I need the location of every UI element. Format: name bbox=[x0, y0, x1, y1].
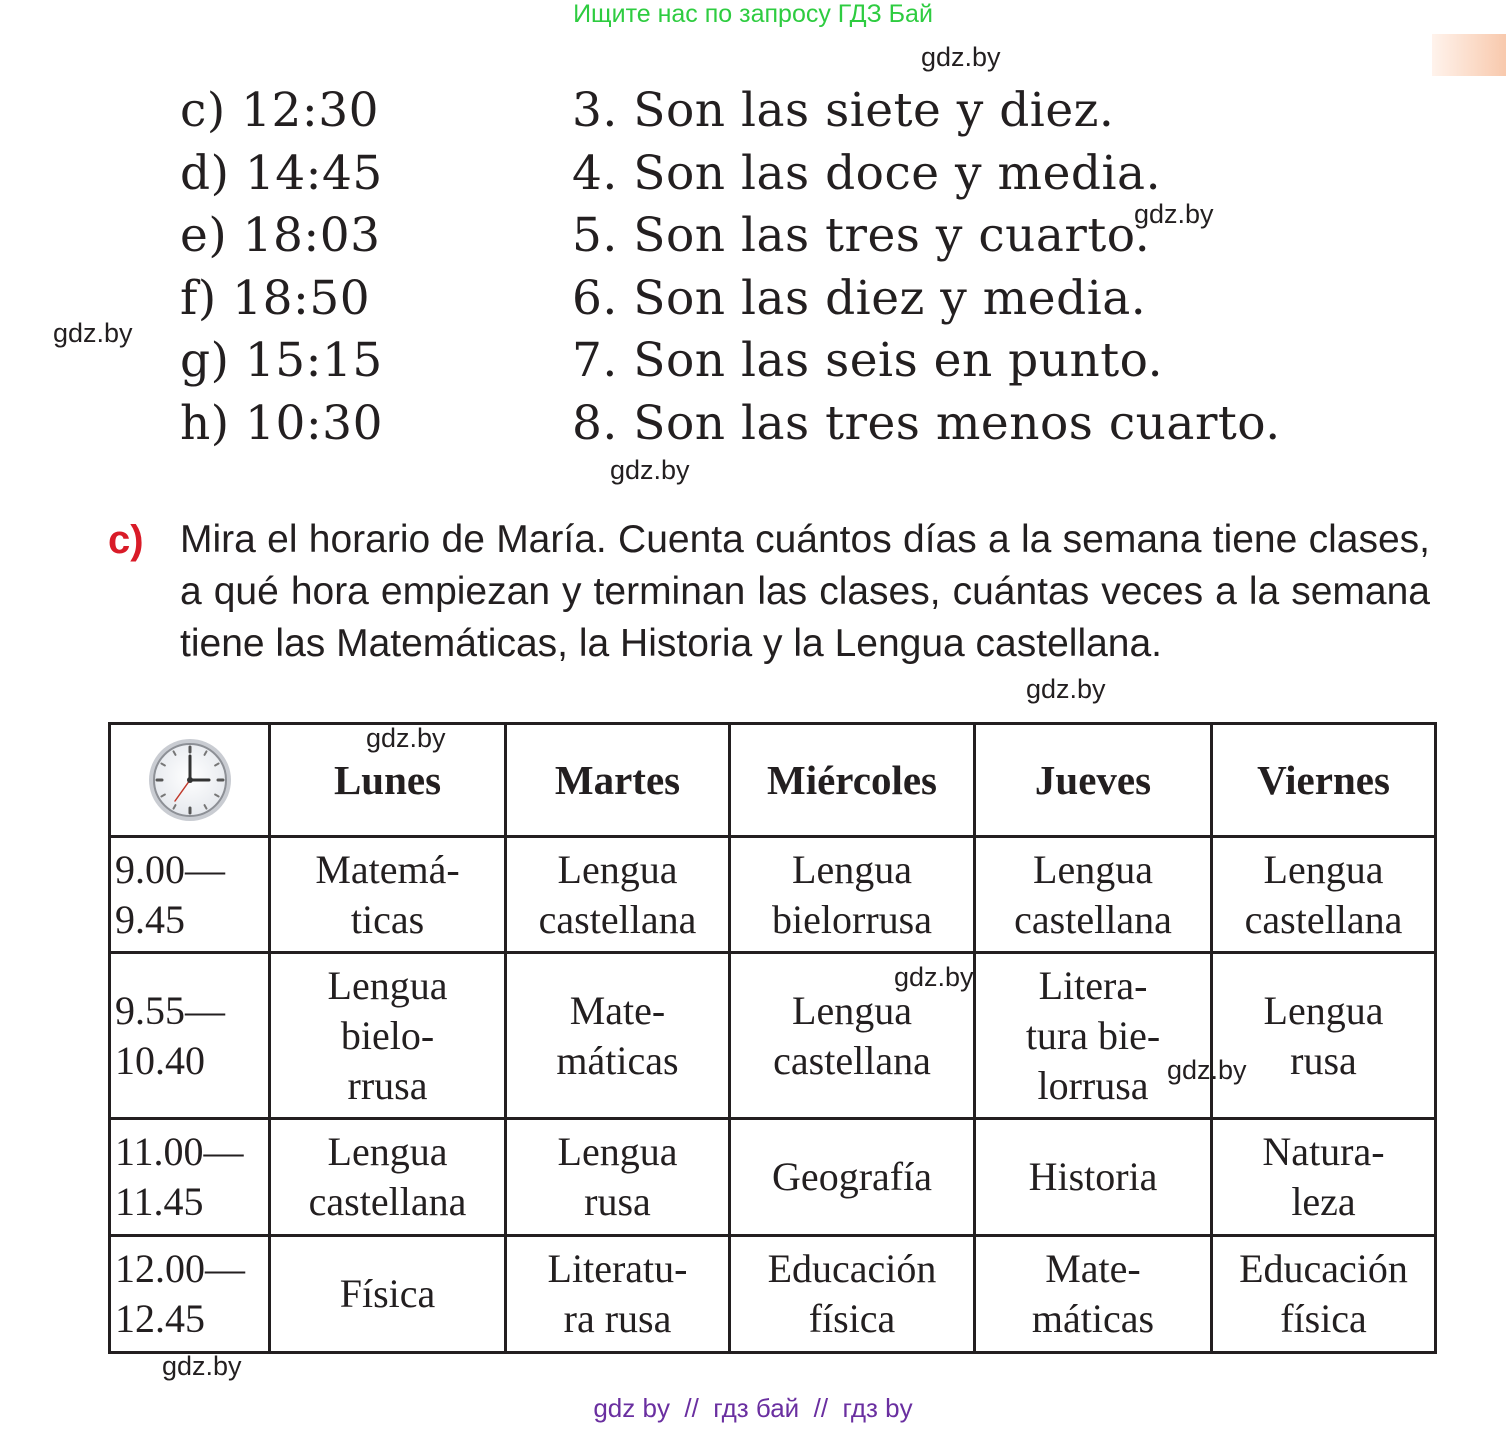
subject-cell bbox=[730, 1119, 975, 1236]
subject-line: castellana bbox=[538, 896, 697, 942]
subject-cell bbox=[506, 837, 730, 953]
subject-line: rusa bbox=[584, 1179, 651, 1224]
subject-cell bbox=[975, 953, 1212, 1119]
subject-line: castellana bbox=[308, 1179, 467, 1224]
time-slot-line: 11.45 bbox=[115, 1179, 204, 1224]
watermark: gdz.by bbox=[1134, 199, 1214, 229]
schedule-row bbox=[110, 1119, 1436, 1236]
subject-line: Lengua bbox=[1033, 846, 1153, 892]
watermark: gdz.by bbox=[894, 962, 974, 992]
watermark: gdz.by bbox=[53, 318, 133, 348]
time-item: e) 18:03 bbox=[180, 208, 381, 263]
subject-line: tura bie- bbox=[1025, 1012, 1161, 1058]
time-item: c) 12:30 bbox=[180, 83, 380, 138]
subject-line: Educación bbox=[1239, 1246, 1408, 1291]
sentence-item: 5. Son las tres y cuarto. bbox=[572, 208, 1151, 263]
day-header: Miércoles bbox=[730, 724, 975, 837]
subject-line: rusa bbox=[1290, 1037, 1357, 1083]
subject-line: leza bbox=[1291, 1179, 1356, 1224]
subject-line: castellana bbox=[773, 1037, 931, 1083]
day-header: Lunes bbox=[270, 724, 506, 837]
time-slot-line: 9.45 bbox=[115, 896, 185, 942]
times-list bbox=[180, 80, 383, 455]
subject-cell bbox=[506, 953, 730, 1119]
time-slot-line: 12.45 bbox=[115, 1296, 205, 1341]
task-letter: c) bbox=[108, 518, 144, 562]
watermark: gdz.by bbox=[610, 455, 690, 485]
subject-line: ticas bbox=[350, 896, 425, 942]
subject-line: Lengua bbox=[327, 962, 448, 1008]
subject-line: Litera- bbox=[1038, 962, 1148, 1008]
subject-cell bbox=[1212, 1119, 1436, 1236]
schedule-row bbox=[110, 1236, 1436, 1353]
schedule-table bbox=[108, 722, 1437, 1354]
sentence-item: 3. Son las siete y diez. bbox=[572, 83, 1115, 138]
corner-decoration bbox=[1432, 34, 1506, 76]
day-header: Jueves bbox=[975, 724, 1212, 837]
subject-line: Lengua bbox=[557, 1129, 678, 1174]
subject-cell bbox=[506, 1119, 730, 1236]
subject-line: Historia bbox=[1028, 1154, 1158, 1199]
subject-line: Literatu- bbox=[547, 1246, 688, 1291]
subject-line: Matemá- bbox=[315, 846, 460, 892]
subject-cell bbox=[730, 837, 975, 953]
subject-cell bbox=[1212, 837, 1436, 953]
time-slot-line: 10.40 bbox=[115, 1037, 205, 1083]
subject-cell bbox=[506, 1236, 730, 1353]
subject-line: Natura- bbox=[1262, 1129, 1385, 1174]
subject-cell bbox=[270, 953, 506, 1119]
subject-cell bbox=[270, 1236, 506, 1353]
watermark: gdz.by bbox=[1026, 674, 1106, 704]
day-header: Martes bbox=[506, 724, 730, 837]
time-slot-line: 11.00— bbox=[115, 1129, 244, 1174]
schedule-row bbox=[110, 953, 1436, 1119]
schedule-header-row bbox=[110, 724, 1436, 837]
subject-line: Lengua bbox=[327, 1129, 448, 1174]
footer-links[interactable]: gdz by // гдз бай // гдз by bbox=[593, 1393, 913, 1423]
clock-icon bbox=[147, 737, 233, 823]
subject-cell bbox=[730, 1236, 975, 1353]
time-slot-cell bbox=[110, 1119, 270, 1236]
time-item: d) 14:45 bbox=[180, 145, 383, 201]
time-slot-line: 9.55— bbox=[115, 987, 225, 1033]
sentence-item: 4. Son las doce y media. bbox=[572, 145, 1162, 201]
subject-cell bbox=[270, 837, 506, 953]
subject-cell bbox=[975, 1119, 1212, 1236]
time-slot-cell bbox=[110, 1236, 270, 1353]
sentence-item: 8. Son las tres menos cuarto. bbox=[572, 395, 1281, 451]
task-instructions: Mira el horario de María. Cuenta cuántos días a la semana tiene clases, a qué hora empiezan y terminan las clases, cuántas veces a la semana tiene las Matemáticas, la Historia y la Lengua castellana. bbox=[180, 518, 1430, 665]
top-banner[interactable]: Ищите нас по запросу ГДЗ Бай bbox=[573, 0, 933, 28]
sentence-item: 7. Son las seis en punto. bbox=[572, 333, 1164, 388]
subject-line: castellana bbox=[1244, 896, 1403, 942]
schedule-row bbox=[110, 837, 1436, 953]
subject-cell bbox=[1212, 1236, 1436, 1353]
time-slot-line: 12.00— bbox=[115, 1246, 245, 1291]
subject-line: máticas bbox=[1031, 1296, 1155, 1341]
sentences-list bbox=[572, 80, 1281, 455]
subject-line: Lengua bbox=[1263, 846, 1384, 892]
subject-line: ra rusa bbox=[563, 1296, 672, 1341]
subject-cell bbox=[270, 1119, 506, 1236]
sentence-item: 6. Son las diez y media. bbox=[572, 270, 1147, 326]
subject-line: lorrusa bbox=[1037, 1062, 1149, 1108]
subject-line: Mate- bbox=[569, 987, 666, 1033]
time-item: f) 18:50 bbox=[180, 270, 371, 326]
subject-line: castellana bbox=[1014, 896, 1172, 942]
subject-line: Geografía bbox=[772, 1154, 932, 1199]
watermark: gdz.by bbox=[1167, 1055, 1247, 1085]
watermark: gdz.by bbox=[162, 1351, 242, 1381]
watermark: gdz.by bbox=[921, 42, 1001, 72]
subject-line: Lengua bbox=[557, 846, 678, 892]
watermark: gdz.by bbox=[366, 723, 446, 753]
subject-line: Lengua bbox=[792, 987, 912, 1033]
subject-line: Mate- bbox=[1045, 1246, 1141, 1291]
subject-line: bielo- bbox=[340, 1012, 435, 1058]
subject-line: Lengua bbox=[792, 846, 912, 892]
time-slot-cell bbox=[110, 837, 270, 953]
clock-header-cell bbox=[110, 724, 270, 837]
subject-line: física bbox=[1280, 1296, 1367, 1341]
subject-line: máticas bbox=[556, 1037, 679, 1083]
subject-line: Educación bbox=[767, 1246, 937, 1291]
day-header: Viernes bbox=[1212, 724, 1436, 837]
subject-line: bielorrusa bbox=[772, 896, 932, 942]
subject-cell bbox=[1212, 953, 1436, 1119]
subject-line: física bbox=[808, 1296, 896, 1341]
time-slot-cell bbox=[110, 953, 270, 1119]
time-item: h) 10:30 bbox=[180, 395, 383, 451]
subject-cell bbox=[975, 837, 1212, 953]
subject-cell bbox=[975, 1236, 1212, 1353]
subject-line: Física bbox=[339, 1271, 436, 1316]
time-item: g) 15:15 bbox=[180, 333, 383, 388]
time-slot-line: 9.00— bbox=[115, 846, 225, 892]
subject-line: rrusa bbox=[347, 1062, 428, 1108]
subject-line: Lengua bbox=[1263, 987, 1384, 1033]
